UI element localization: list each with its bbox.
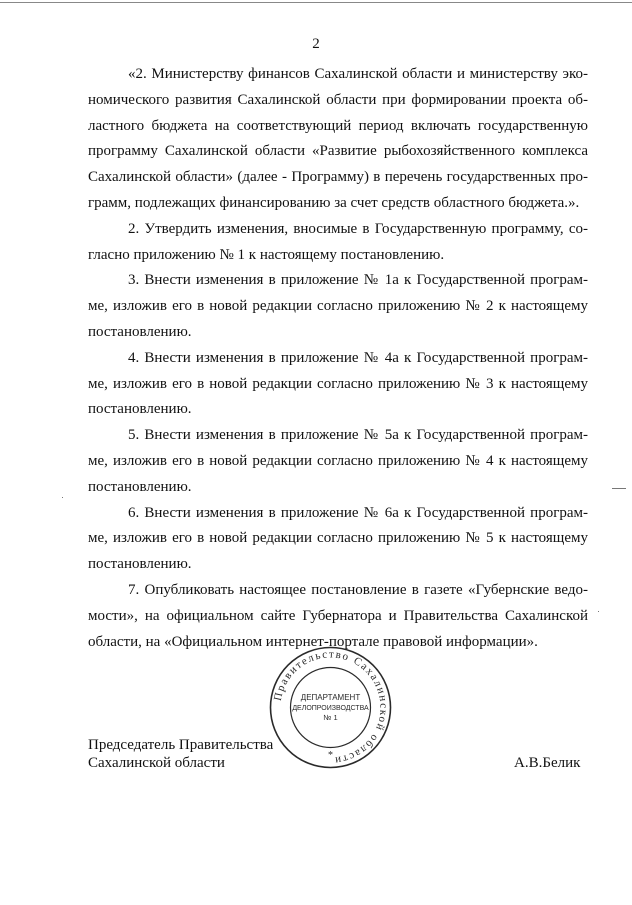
paragraph-5: 5. Внести изменения в приложение № 5а к Государственной программе, изложив его в новой редакции согласно приложению № 4 к настоящему постановлению. bbox=[88, 427, 588, 495]
signer-name: А.В.Белик bbox=[514, 755, 581, 771]
official-seal bbox=[268, 645, 393, 770]
top-scan-edge bbox=[0, 2, 632, 3]
seal-ring-text: Правительство Сахалинской области bbox=[271, 648, 390, 767]
page-number: 2 bbox=[312, 36, 320, 52]
seal-star-icon: * bbox=[328, 750, 333, 761]
scan-speck bbox=[62, 497, 63, 498]
signer-title-line-2: Сахалинской области bbox=[88, 755, 225, 771]
document-body bbox=[88, 62, 588, 655]
paragraph-1: «2. Министерству финансов Сахалинской области и министерству экономического развития Сахалинской области при формировании проекта областного бюджета на соответствующий период включать государственную программу Сахалинской области «Развитие рыбохозяйственного комплекса Сахалинской области» (далее - Программу) в перечень государственных программ, подлежащих финансированию за счет средств областного бюджета.». bbox=[88, 66, 588, 211]
scan-speck bbox=[598, 611, 599, 612]
paragraph-4: 4. Внести изменения в приложение № 4а к Государственной программе, изложив его в новой редакции согласно приложению № 3 к настоящему постановлению. bbox=[88, 349, 588, 418]
paragraph-2: 2. Утвердить изменения, вносимые в Государственную программу, согласно приложению № 1 к настоящему постановлению. bbox=[88, 220, 588, 263]
seal-center-line-2: ДЕЛОПРОИЗВОДСТВА bbox=[292, 705, 369, 712]
paragraph-7: 7. Опубликовать настоящее постановление в газете «Губернские ведомости», на официальном сайте Губернатора и Правительства Сахалинской области, на «Официальном интернет-портале правовой информации». bbox=[88, 581, 588, 650]
paragraph-3: 3. Внести изменения в приложение № 1а к Государственной программе, изложив его в новой редакции согласно приложению № 2 к настоящему постановлению. bbox=[88, 272, 588, 340]
paragraph-6: 6. Внести изменения в приложение № 6а к Государственной программе, изложив его в новой редакции согласно приложению № 5 к настоящему постановлению. bbox=[88, 504, 588, 573]
scan-speck bbox=[612, 488, 626, 489]
signer-title bbox=[88, 736, 273, 772]
signer-title-line-1: Председатель Правительства bbox=[88, 737, 274, 753]
seal-center-line-1: ДЕПАРТАМЕНТ bbox=[300, 693, 361, 702]
seal-center-line-3: № 1 bbox=[323, 713, 338, 722]
